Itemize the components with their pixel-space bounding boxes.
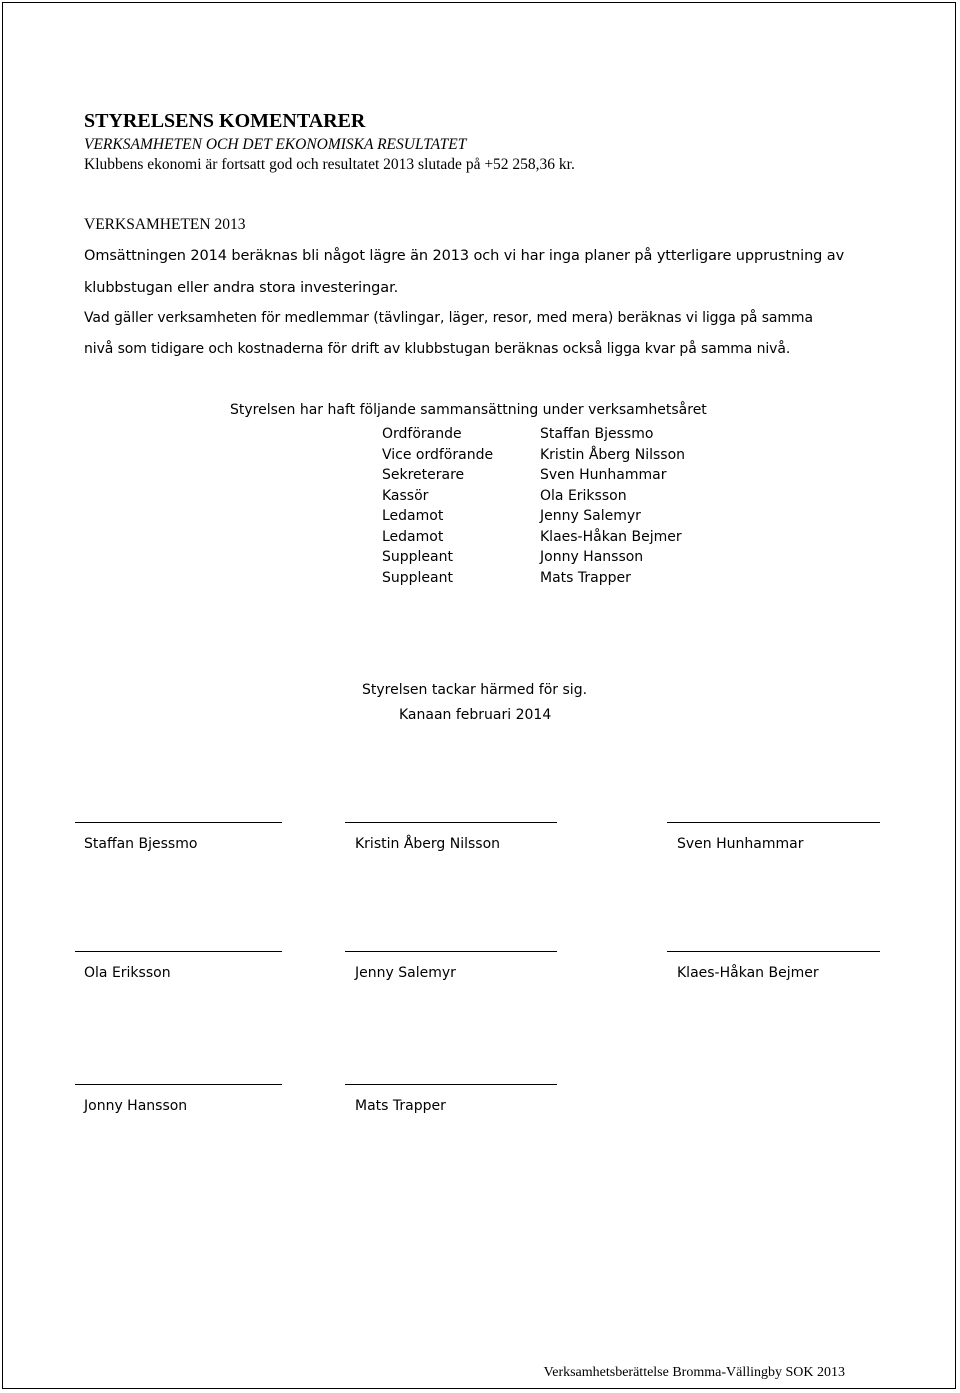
signature-name: Sven Hunhammar bbox=[677, 836, 804, 852]
signature-name: Staffan Bjessmo bbox=[84, 836, 198, 852]
closing-text: Styrelsen tackar härmed för sig. bbox=[362, 682, 588, 698]
body-line: Omsättningen 2014 beräknas bli något lägre än 2013 och vi har inga planer på ytterligare upprustning av bbox=[84, 248, 845, 264]
signature-line bbox=[75, 951, 282, 952]
board-member-name: Klaes-Håkan Bejmer bbox=[540, 528, 682, 545]
board-row bbox=[382, 508, 685, 529]
board-member-name: Ola Eriksson bbox=[540, 487, 627, 504]
body-line: nivå som tidigare och kostnaderna för drift av klubbstugan beräknas också ligga kvar på samma nivå. bbox=[84, 341, 791, 357]
board-member-name: Jenny Salemyr bbox=[540, 508, 641, 524]
signature-name: Ola Eriksson bbox=[84, 965, 171, 981]
signature-name: Jenny Salemyr bbox=[355, 965, 456, 981]
board-role: Ordförande bbox=[382, 426, 462, 442]
signature-name: Klaes-Håkan Bejmer bbox=[677, 965, 819, 981]
board-row bbox=[382, 426, 685, 447]
signature-line bbox=[345, 951, 557, 952]
section-subheading: VERKSAMHETEN OCH DET EKONOMISKA RESULTATET bbox=[84, 136, 467, 153]
body-line: klubbstugan eller andra stora investeringar. bbox=[84, 280, 399, 296]
board-row bbox=[382, 467, 685, 488]
board-intro: Styrelsen har haft följande sammansättning under verksamhetsåret bbox=[230, 402, 707, 418]
board-role: Ledamot bbox=[382, 508, 444, 524]
signature-line bbox=[667, 822, 880, 823]
body-line: Vad gäller verksamheten för medlemmar (tävlingar, läger, resor, med mera) beräknas vi ligga på samma bbox=[84, 310, 813, 326]
page-footer: Verksamhetsberättelse Bromma-Vällingby SOK 2013 bbox=[543, 1365, 845, 1380]
section-heading-2013: VERKSAMHETEN 2013 bbox=[84, 216, 246, 233]
board-member-name: Mats Trapper bbox=[540, 569, 631, 586]
board-member-name: Sven Hunhammar bbox=[540, 467, 667, 483]
signature-line bbox=[667, 951, 880, 952]
signature-name: Mats Trapper bbox=[355, 1098, 446, 1114]
board-list bbox=[382, 426, 685, 590]
board-role: Sekreterare bbox=[382, 467, 465, 483]
signature-name: Jonny Hansson bbox=[84, 1098, 188, 1114]
board-member-name: Kristin Åberg Nilsson bbox=[540, 446, 686, 463]
signature-name: Kristin Åberg Nilsson bbox=[355, 836, 501, 852]
signature-line bbox=[75, 822, 282, 823]
signature-line bbox=[345, 822, 557, 823]
board-row bbox=[382, 447, 685, 468]
board-role: Suppleant bbox=[382, 569, 453, 586]
page-heading: STYRELSENS KOMENTARER bbox=[84, 110, 366, 132]
board-row bbox=[382, 570, 685, 591]
signature-line bbox=[75, 1084, 282, 1085]
board-role: Suppleant bbox=[382, 549, 453, 565]
board-row bbox=[382, 529, 685, 550]
board-row bbox=[382, 549, 685, 570]
board-role: Kassör bbox=[382, 487, 429, 504]
signature-line bbox=[345, 1084, 557, 1085]
economy-text: Klubbens ekonomi är fortsatt god och resultatet 2013 slutade på +52 258,36 kr. bbox=[84, 156, 575, 173]
board-member-name: Staffan Bjessmo bbox=[540, 426, 654, 442]
place-date: Kanaan februari 2014 bbox=[399, 707, 552, 723]
board-role: Ledamot bbox=[382, 528, 444, 545]
board-row bbox=[382, 488, 685, 509]
board-member-name: Jonny Hansson bbox=[540, 549, 644, 565]
board-role: Vice ordförande bbox=[382, 446, 494, 463]
